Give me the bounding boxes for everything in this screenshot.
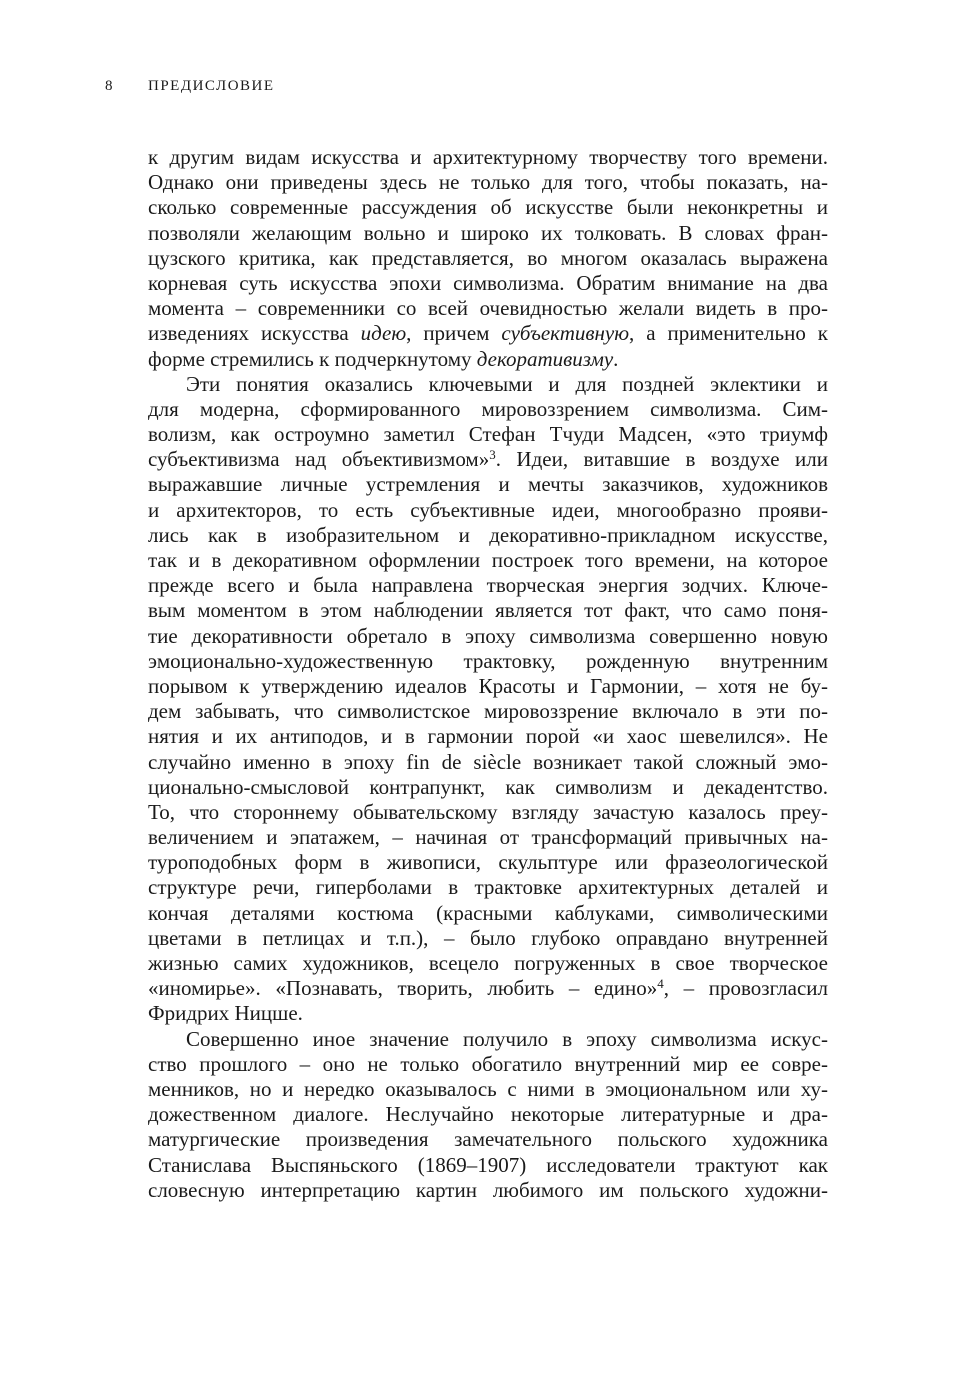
body-text [148,145,828,1203]
running-head [105,78,825,102]
text-line-with-footnote: «иномирье». «Познавать, творить, любить – едино»$^4$, – провозгласил [148,976,828,1001]
text-line: структуре речи, гиперболами в трактовке архитектурных деталей и [148,875,828,900]
text-line: словесную интерпретацию картин любимого им польского художни- [148,1177,828,1202]
text-line: случайно именно в эпоху fin de siècle возникает такой сложный эмо- [148,749,828,774]
page-number: 8 [105,78,114,94]
text-line: лись как в изобразительном и декоративно-прикладном искусстве, [148,522,828,547]
text-line: туроподобных форм в живописи, скульптуре или фразеологической [148,850,828,875]
text-line: дем забывать, что символистское мировоззрение включало в эти по- [148,699,828,724]
text-line: момента – современники со всей очевидностью желали видеть в про- [148,296,828,321]
text-line-with-italics: форме стремились к подчеркнутому декоративизму. [148,346,619,371]
text-line: цветами в петлицах и т.п.), – было глубоко оправдано внутренней [148,925,828,950]
text-line: для модерна, сформированного мировоззрением символизма. Сим- [148,396,828,421]
text-line: прежде всего и была направлена творческая энергия зодчих. Ключе- [148,573,828,598]
footnote-mark-4: 4 [657,976,664,992]
text-line: позволяли желающим вольно и широко их толковать. В словах фран- [148,220,828,245]
text-line-with-footnote: субъективизма над объективизмом»$^3$. Идеи, витавшие в воздухе или [148,447,828,472]
italic-term-idea: идею [360,321,407,346]
text-line: Совершенно иное значение получило в эпоху символизма искус- [186,1026,828,1051]
text-line: жизнью самих художников, всецело погруженных в свое творческое [148,951,828,975]
italic-term-subjective: субъективную [501,321,630,346]
text-line: То, что стороннему обывательскому взгляду зачастую казалось преу- [148,799,828,824]
text-line: величением и эпатажем, – начиная от трансформаций привычных на- [148,825,828,850]
text-line: эмоционально-художественную трактовку, рожденную внутренним [148,648,828,673]
section-title: ПРЕДИСЛОВИЕ [148,78,275,94]
text-line: Однако они приведены здесь не только для того, чтобы показать, на- [148,170,828,195]
text-line: цузского критика, как представляется, во многом оказалась выражена [148,245,828,270]
text-line: ционально-смысловой контрапункт, как символизм и декадентство. [148,774,828,799]
text-line: сколько современные рассуждения об искусстве были неконкретны и [148,195,828,220]
text-line: к другим видам искусства и архитектурному творчеству того времени. [148,145,828,169]
text-line: тие декоративности обретало в эпоху символизма совершенно новую [148,623,828,648]
text-line: Эти понятия оказались ключевыми и для поздней эклектики и [186,371,828,396]
text-line: порывом к утверждению идеалов Красоты и Гармонии, – хотя не бу- [148,673,828,698]
italic-term-decorativism: декоративизму [476,346,614,371]
text-line: корневая суть искусства эпохи символизма. Обратим внимание на два [148,270,828,295]
text-line: менников, но и нередко оказывалось с ними в эмоциональном или ху- [148,1076,828,1101]
text-line: кончая деталями костюма (красными каблуками, символическими [148,900,828,925]
text-line: волизм, как остроумно заметил Стефан Тчуди Мадсен, «это триумф [148,422,828,447]
text-line: Фридрих Ницше. [148,1001,303,1026]
footnote-mark-3: 3 [489,447,496,463]
text-line: так и в декоративном оформлении построек того времени, на которое [148,548,828,572]
text-line: выражавшие личные устремления и мечты заказчиков, художников [148,472,828,497]
text-line: Станислава Выспяньского (1869–1907) исследователи трактуют как [148,1152,828,1177]
text-line-with-italics: изведениях искусства идею, причем субъективную, а применительно к [148,321,828,346]
text-line: вым моментом в этом наблюдении является тот факт, что само поня- [148,598,828,623]
text-line: матургические произведения замечательного польского художника [148,1127,828,1152]
text-line: ство прошлого – оно не только обогатило внутренний мир ее совре- [148,1051,828,1076]
text-line: дожественном диалоге. Неслучайно некоторые литературные и дра- [148,1102,828,1127]
text-line: и архитекторов, то есть субъективные идеи, многообразно прояви- [148,497,828,522]
text-line: нятия и их антиподов, и в гармонии порой «и хаос шевелился». Не [148,724,828,749]
